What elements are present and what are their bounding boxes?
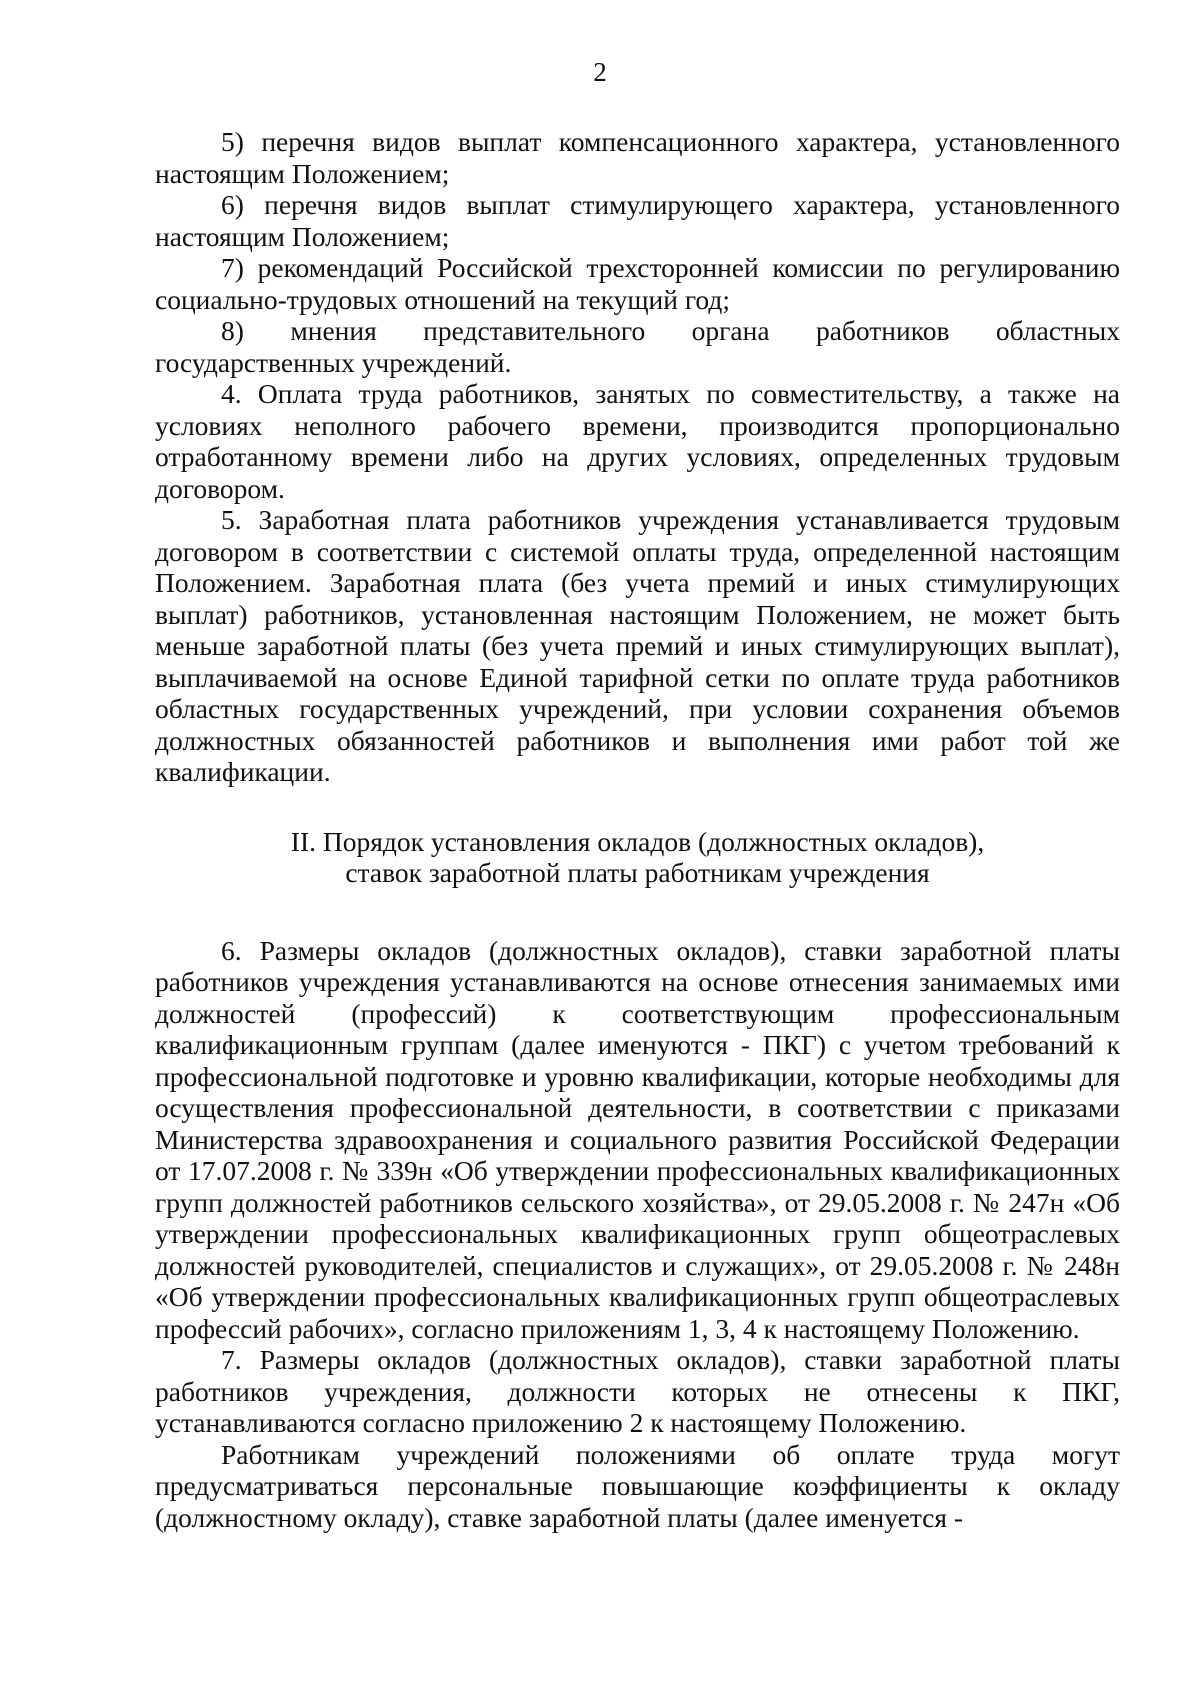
paragraph-item-5: 5) перечня видов выплат компенсационного характера, установленного настоящим Положением; — [155, 126, 1120, 189]
paragraph-clause-5: 5. Заработная плата работников учреждения устанавливается трудовым договором в соответствии с системой оплаты труда, определенной настоящим Положением. Заработная плата (без учета премий и иных стимулирующих выплат) работников, установленная настоящим Положением, не может быть меньше заработной платы (без учета премий и иных стимулирующих выплат), выплачиваемой на основе Единой тарифной сетки по оплате труда работников областных государственных учреждений, при условии сохранения объемов должностных обязанностей работников и выполнения ими работ той же квалификации. — [155, 504, 1120, 787]
paragraph-clause-7: 7. Размеры окладов (должностных окладов), ставки заработной платы работников учреждения, должности которых не отнесены к ПКГ, устанавливаются согласно приложению 2 к настоящему Положению. — [155, 1344, 1120, 1438]
section-heading-line-1: II. Порядок установления окладов (должностных окладов), — [290, 825, 985, 857]
page-number: 2 — [593, 57, 607, 87]
paragraph-clause-4: 4. Оплата труда работников, занятых по совместительству, а также на условиях неполного рабочего времени, производится пропорционально отработанному времени либо на других условиях, определенных трудовым договором. — [155, 378, 1120, 504]
paragraph-item-7: 7) рекомендаций Российской трехсторонней комиссии по регулированию социально-трудовых отношений на текущий год; — [155, 252, 1120, 315]
paragraph-item-6: 6) перечня видов выплат стимулирующего характера, установленного настоящим Положением; — [155, 189, 1120, 252]
paragraph-item-8: 8) мнения представительного органа работников областных государственных учреждений. — [155, 315, 1120, 378]
section-heading-line-2: ставок заработной платы работникам учреждения — [345, 857, 930, 888]
document-body — [155, 126, 1120, 1533]
paragraph-clause-6: 6. Размеры окладов (должностных окладов), ставки заработной платы работников учреждения устанавливаются на основе отнесения занимаемых ими должностей (профессий) к соответствующим профессиональным квалификационным группам (далее именуются - ПКГ) с учетом требований к профессиональной подготовке и уровню квалификации, которые необходимы для осуществления профессиональной деятельности, в соответствии с приказами Министерства здравоохранения и социального развития Российской Федерации от 17.07.2008 г. № 339н «Об утверждении профессиональных квалификационных групп должностей работников сельского хозяйства», от 29.05.2008 г. № 247н «Об утверждении профессиональных квалификационных групп общеотраслевых должностей руководителей, специалистов и служащих», от 29.05.2008 г. № 248н «Об утверждении профессиональных квалификационных групп общеотраслевых профессий рабочих», согласно приложениям 1, 3, 4 к настоящему Положению. — [155, 934, 1120, 1344]
paragraph-personal-coefficients: Работникам учреждений положениями об оплате труда могут предусматриваться персональные повышающие коэффициенты к окладу (должностному окладу), ставке заработной платы (далее именуется - — [155, 1438, 1120, 1533]
section-heading — [155, 826, 1120, 889]
